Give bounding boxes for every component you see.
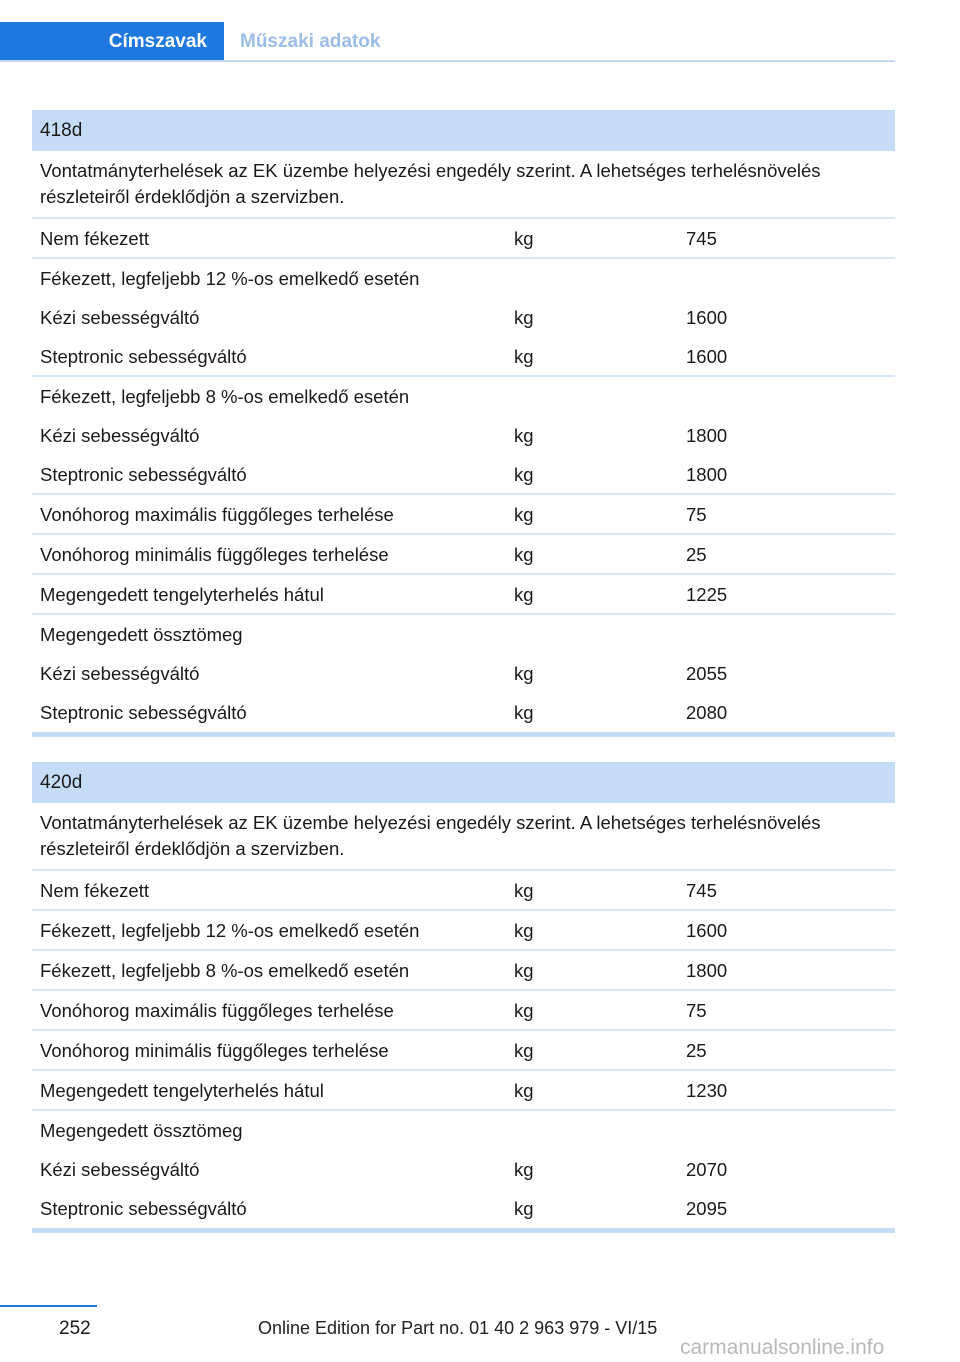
row-label: Steptronic sebességváltó [40, 1198, 247, 1219]
row-label: Fékezett, legfeljebb 12 %-os emelkedő esetén [40, 268, 420, 289]
row-unit: kg [514, 228, 534, 249]
table-row [32, 991, 895, 1031]
row-label: Kézi sebességváltó [40, 1159, 200, 1180]
spec-table-420d [32, 762, 895, 1233]
row-value: 75 [686, 1000, 707, 1021]
row-value: 1800 [686, 960, 728, 981]
row-unit: kg [514, 464, 534, 485]
row-unit: kg [514, 504, 534, 525]
table-row [32, 259, 895, 298]
row-unit: kg [514, 702, 534, 723]
row-value: 1600 [686, 307, 728, 328]
table-row [32, 911, 895, 951]
row-value: 2055 [686, 663, 728, 684]
row-value: 2070 [686, 1159, 728, 1180]
row-label: Kézi sebességváltó [40, 307, 200, 328]
table-description: Vontatmányterhelések az EK üzembe helyezési engedély szerint. A lehetséges terhelésnövelés részleteiről érdeklődjön a szervizben. [32, 803, 895, 871]
row-label: Steptronic sebességváltó [40, 464, 247, 485]
table-row [32, 693, 895, 732]
row-unit: kg [514, 544, 534, 565]
row-label: Steptronic sebességváltó [40, 702, 247, 723]
row-value: 25 [686, 1040, 707, 1061]
table-title: 418d [32, 110, 895, 151]
row-unit: kg [514, 1080, 534, 1101]
row-label: Megengedett tengelyterhelés hátul [40, 584, 324, 605]
row-label: Fékezett, legfeljebb 8 %-os emelkedő esetén [40, 960, 410, 981]
table-row [32, 1031, 895, 1071]
row-unit: kg [514, 663, 534, 684]
row-value: 1225 [686, 584, 728, 605]
table-row [32, 951, 895, 991]
table-row [32, 219, 895, 259]
table-row [32, 495, 895, 535]
row-label: Vonóhorog minimális függőleges terhelése [40, 1040, 389, 1061]
row-unit: kg [514, 920, 534, 941]
tab-muszaki-adatok[interactable]: Műszaki adatok [240, 31, 381, 52]
row-label: Steptronic sebességváltó [40, 346, 247, 367]
header-rule [0, 60, 895, 62]
row-unit: kg [514, 307, 534, 328]
row-label: Megengedett össztömeg [40, 1120, 243, 1141]
row-unit: kg [514, 1040, 534, 1061]
page-number: 252 [59, 1318, 91, 1339]
table-row [32, 871, 895, 911]
row-unit: kg [514, 1159, 534, 1180]
table-title: 420d [32, 762, 895, 803]
table-row [32, 1071, 895, 1111]
table-end-rule [32, 1228, 895, 1233]
row-unit: kg [514, 880, 534, 901]
row-value: 25 [686, 544, 707, 565]
table-row [32, 1189, 895, 1228]
row-label: Vonóhorog maximális függőleges terhelése [40, 504, 394, 525]
row-unit: kg [514, 584, 534, 605]
row-value: 1230 [686, 1080, 728, 1101]
row-label: Megengedett össztömeg [40, 624, 243, 645]
row-label: Megengedett tengelyterhelés hátul [40, 1080, 324, 1101]
row-unit: kg [514, 960, 534, 981]
table-row [32, 455, 895, 495]
row-value: 1800 [686, 464, 728, 485]
table-description: Vontatmányterhelések az EK üzembe helyezési engedély szerint. A lehetséges terhelésnövelés részleteiről érdeklődjön a szervizben. [32, 151, 895, 219]
row-unit: kg [514, 1198, 534, 1219]
row-label: Nem fékezett [40, 880, 149, 901]
row-value: 1600 [686, 346, 728, 367]
row-label: Vonóhorog minimális függőleges terhelése [40, 544, 389, 565]
table-end-rule [32, 732, 895, 737]
row-label: Kézi sebességváltó [40, 425, 200, 446]
row-unit: kg [514, 346, 534, 367]
watermark: carmanualsonline.info [680, 1336, 885, 1359]
row-value: 75 [686, 504, 707, 525]
row-value: 2095 [686, 1198, 728, 1219]
footer-accent-line [0, 1305, 97, 1307]
row-label: Nem fékezett [40, 228, 149, 249]
table-row [32, 416, 895, 455]
row-unit: kg [514, 425, 534, 446]
row-label: Kézi sebességváltó [40, 663, 200, 684]
table-row [32, 1111, 895, 1150]
table-row [32, 654, 895, 693]
row-unit: kg [514, 1000, 534, 1021]
row-value: 2080 [686, 702, 728, 723]
spec-table-418d [32, 110, 895, 737]
table-row [32, 337, 895, 377]
table-row [32, 298, 895, 337]
row-value: 1800 [686, 425, 728, 446]
row-label: Fékezett, legfeljebb 12 %-os emelkedő esetén [40, 920, 420, 941]
table-row [32, 615, 895, 654]
row-label: Vonóhorog maximális függőleges terhelése [40, 1000, 394, 1021]
row-value: 745 [686, 228, 717, 249]
tab-cimszavak[interactable]: Címszavak [0, 22, 224, 62]
table-row [32, 1150, 895, 1189]
table-row [32, 535, 895, 575]
edition-note: Online Edition for Part no. 01 40 2 963 979 - VI/15 [258, 1318, 658, 1338]
row-value: 1600 [686, 920, 728, 941]
header-tabs [0, 22, 895, 62]
table-row [32, 575, 895, 615]
row-label: Fékezett, legfeljebb 8 %-os emelkedő esetén [40, 386, 410, 407]
row-value: 745 [686, 880, 717, 901]
table-row [32, 377, 895, 416]
